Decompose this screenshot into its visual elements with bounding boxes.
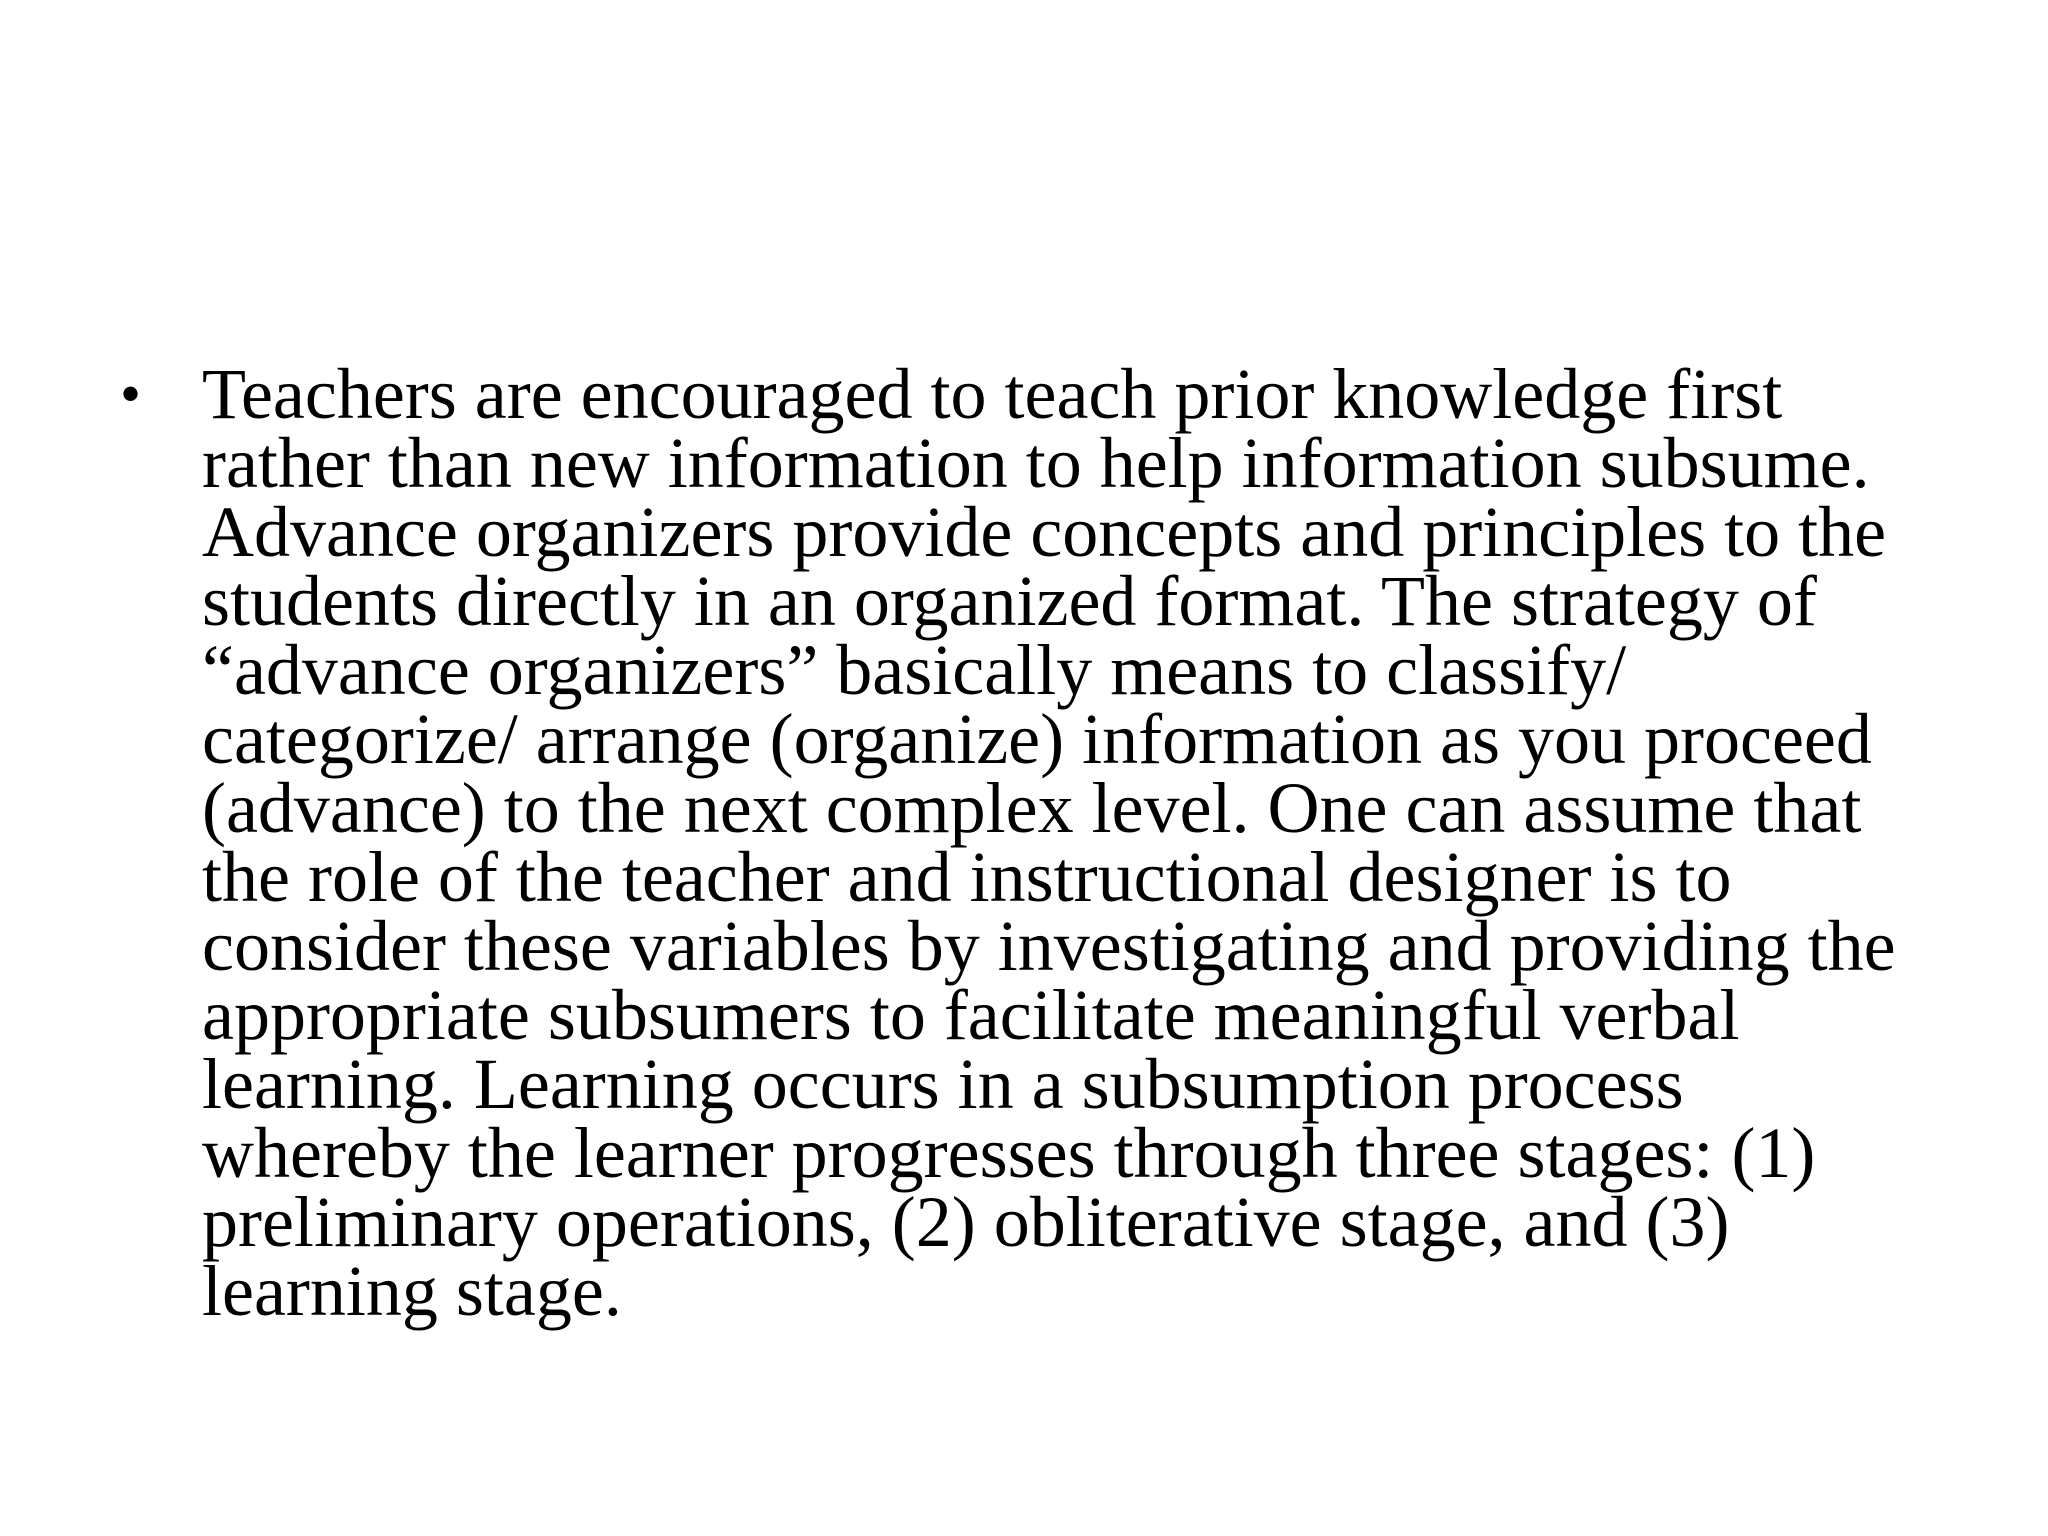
- paragraph-line: rather than new information to help information subsume.: [202, 423, 1870, 503]
- paragraph-line: learning stage.: [202, 1251, 622, 1331]
- paragraph-line: categorize/ arrange (organize) information as you proceed: [202, 699, 1872, 779]
- paragraph-line: Advance organizers provide concepts and principles to the: [202, 492, 1887, 572]
- paragraph-line: Teachers are encouraged to teach prior knowledge first: [202, 354, 1783, 434]
- paragraph-line: preliminary operations, (2) obliterative stage, and (3): [202, 1182, 1730, 1262]
- paragraph-line: the role of the teacher and instructional designer is to: [202, 837, 1732, 917]
- paragraph-line: consider these variables by investigating and providing the: [202, 906, 1896, 986]
- slide-content: [120, 354, 1920, 1331]
- paragraph-line: “advance organizers” basically means to classify/: [202, 630, 1627, 710]
- bullet-item: [120, 354, 1920, 1331]
- paragraph-line: appropriate subsumers to facilitate meaningful verbal: [202, 975, 1740, 1055]
- bullet-paragraph: [202, 354, 1920, 1331]
- paragraph-line: learning. Learning occurs in a subsumption process: [202, 1044, 1684, 1124]
- bullet-icon: •: [120, 361, 142, 427]
- paragraph-line: (advance) to the next complex level. One can assume that: [202, 768, 1862, 848]
- paragraph-line: whereby the learner progresses through three stages: (1): [202, 1113, 1816, 1193]
- paragraph-line: students directly in an organized format. The strategy of: [202, 561, 1817, 641]
